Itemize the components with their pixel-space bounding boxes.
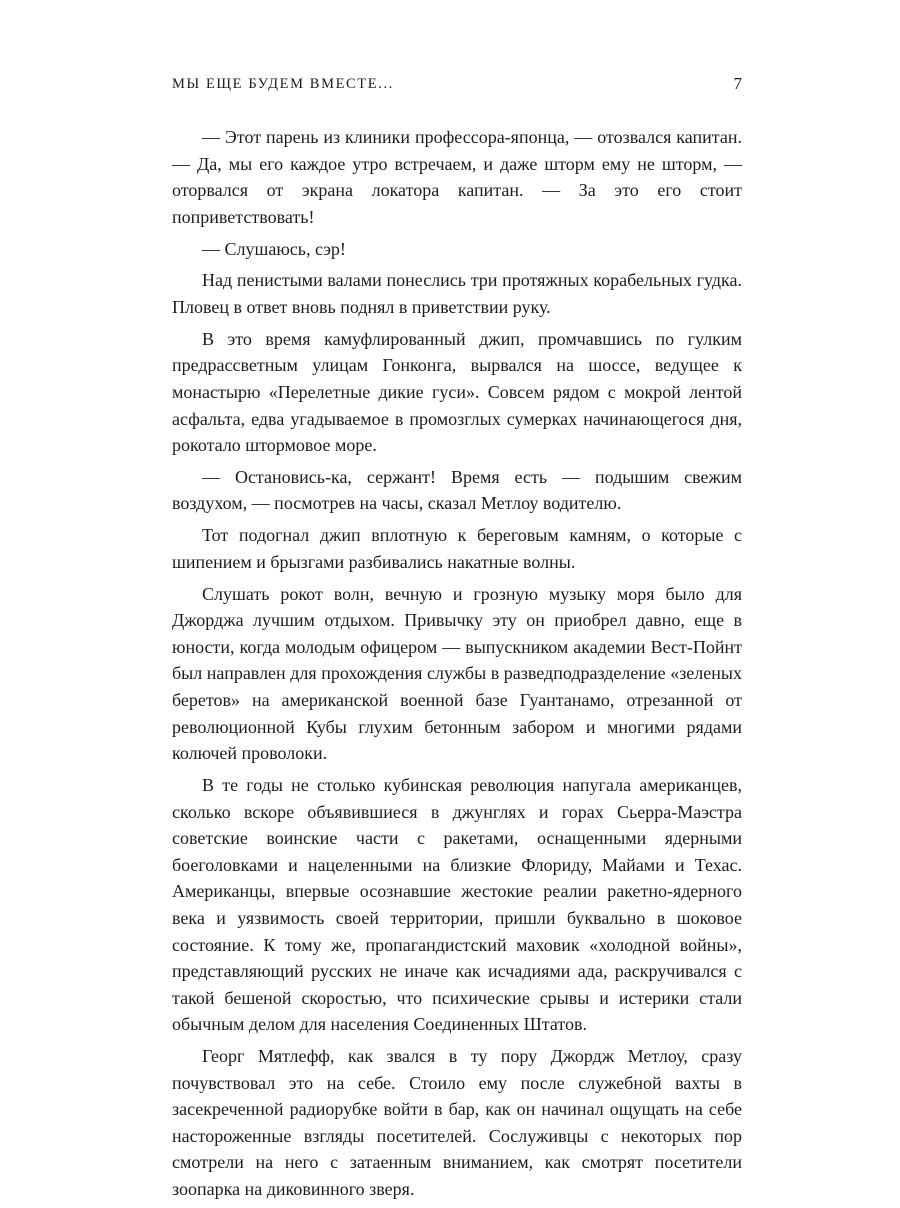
running-title: МЫ ЕЩЕ БУДЕМ ВМЕСТЕ... [172, 76, 394, 92]
paragraph: Слушать рокот волн, вечную и грозную музыку моря было для Джорджа лучшим отдыхом. Привычку эту он приобрел давно, еще в юности, когда молодым офицером — выпускником академии Вест-Пойнт был направлен для прохождения службы в разведподразделение «зеленых беретов» на американской военной базе Гуантанамо, отрезанной от революционной Кубы глухим бетонным забором и многими рядами колючей проволоки. [172, 583, 742, 764]
paragraph: Тот подогнал джип вплотную к береговым камням, о которые с шипением и брызгами разбивались накатные волны. [172, 525, 742, 572]
paragraph: Над пенистыми валами понеслись три протяжных корабельных гудка. Пловец в ответ вновь поднял в приветствии руку. [172, 270, 742, 317]
page-number: 7 [733, 74, 742, 93]
paragraph: В те годы не столько кубинская революция напугала американцев, сколько вскоре объявившиеся в джунглях и горах Сьерра-Маэстра советские воинские части с ракетами, оснащенными ядерными боеголовками и нацеленными на близкие Флориду, Майами и Техас. Американцы, впервые осознавшие жестокие реалии ракетно-ядерного века и уязвимость своей территории, пришли буквально в шоковое состояние. К тому же, пропагандистский маховик «холодной войны», представляющий русских не иначе как исчадиями ада, раскручивался с такой бешеной скоростью, что психические срывы и истерики стали обычным делом для населения Соединенных Штатов. [172, 774, 742, 1035]
body-text [172, 124, 742, 1208]
paragraph: В это время камуфлированный джип, промчавшись по гулким предрассветным улицам Гонконга, вырвался на шоссе, ведущее к монастырю «Перелетные дикие гуси». Совсем рядом с мокрой лентой асфальта, едва угадываемое в промозглых сумерках начинающегося дня, рокотало штормовое море. [172, 328, 742, 456]
paragraph: — Слушаюсь, сэр! [202, 238, 346, 259]
paragraph: — Этот парень из клиники профессора-японца, — отозвался капитан. — Да, мы его каждое утро встречаем, и даже шторм ему не шторм, — оторвался от экрана локатора капитан. — За это его стоит поприветствовать! [172, 127, 742, 227]
paragraph: — Остановись-ка, сержант! Время есть — подышим свежим воздухом, — посмотрев на часы, сказал Метлоу водителю. [172, 466, 742, 514]
paragraph: Георг Мятлефф, как звался в ту пору Джордж Метлоу, сразу почувствовал это на себе. Стоило ему после служебной вахты в засекреченной радиорубке войти в бар, как он начинал ощущать на себе настороженные взгляды посетителей. Сослуживцы с некоторых пор смотрели на него с затаенным вниманием, как смотрят посетители зоопарка на диковинного зверя. [172, 1046, 742, 1200]
